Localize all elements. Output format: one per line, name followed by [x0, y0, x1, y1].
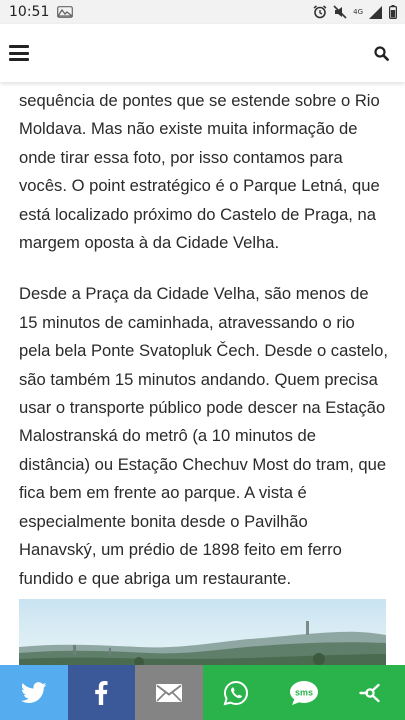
share-more-button[interactable]	[338, 665, 405, 720]
facebook-icon	[94, 681, 108, 705]
share-bar	[0, 665, 405, 720]
prague-panorama-image	[19, 599, 386, 669]
article-paragraph: sequência de pontes que se estende sobre o Rio Moldava. Mas não existe muita informação de onde tirar essa foto, por isso contamos para vocês. O point estratégico é o Parque Letná, que está localizado próximo do Castelo de Praga, na margem oposta à da Cidade Velha.	[19, 91, 380, 253]
article-paragraph: Desde a Praça da Cidade Velha, são menos de 15 minutos de caminhada, atravessando o rio pela bela Ponte Svatopluk Čech. Desde o castelo, são também 15 minutos andando. Quem precisa usar o transporte público pode descer na Estação Malostranská do metrô (a 10 minutos de distância) ou Estação Chechuv Most do tram, que fica bem em frente ao parque. A vista é especialmente bonita desde o Pavilhão Hanavský, um prédio de 1898 feito em ferro fundido e que abriga um restaurante.	[19, 284, 388, 588]
sms-share-button[interactable]	[270, 665, 338, 720]
email-icon	[156, 684, 182, 702]
alarm-icon	[313, 5, 327, 19]
whatsapp-share-button[interactable]	[203, 665, 271, 720]
site-header	[0, 24, 405, 82]
status-right	[313, 5, 397, 19]
share-more-icon	[359, 682, 383, 704]
article-photo	[19, 599, 386, 669]
menu-bar	[9, 58, 29, 61]
twitter-icon	[21, 682, 47, 704]
menu-bar	[9, 45, 29, 48]
network-label: 4G	[353, 7, 363, 16]
sms-icon	[289, 680, 319, 706]
mute-icon	[333, 5, 347, 19]
status-bar	[0, 0, 405, 24]
search-icon[interactable]	[372, 44, 390, 62]
network-4g	[353, 9, 363, 16]
sms-label: sms	[294, 687, 313, 697]
status-time: 10:51	[9, 4, 50, 20]
battery-icon	[389, 5, 397, 19]
gallery-sync-icon	[57, 6, 73, 18]
facebook-share-button[interactable]	[68, 665, 136, 720]
signal-icon	[369, 6, 383, 19]
status-left	[9, 4, 73, 20]
twitter-share-button[interactable]	[0, 665, 68, 720]
whatsapp-icon	[223, 680, 249, 706]
article-body	[19, 84, 389, 593]
email-share-button[interactable]	[135, 665, 203, 720]
menu-bar	[9, 52, 29, 55]
menu-icon[interactable]	[9, 45, 29, 61]
